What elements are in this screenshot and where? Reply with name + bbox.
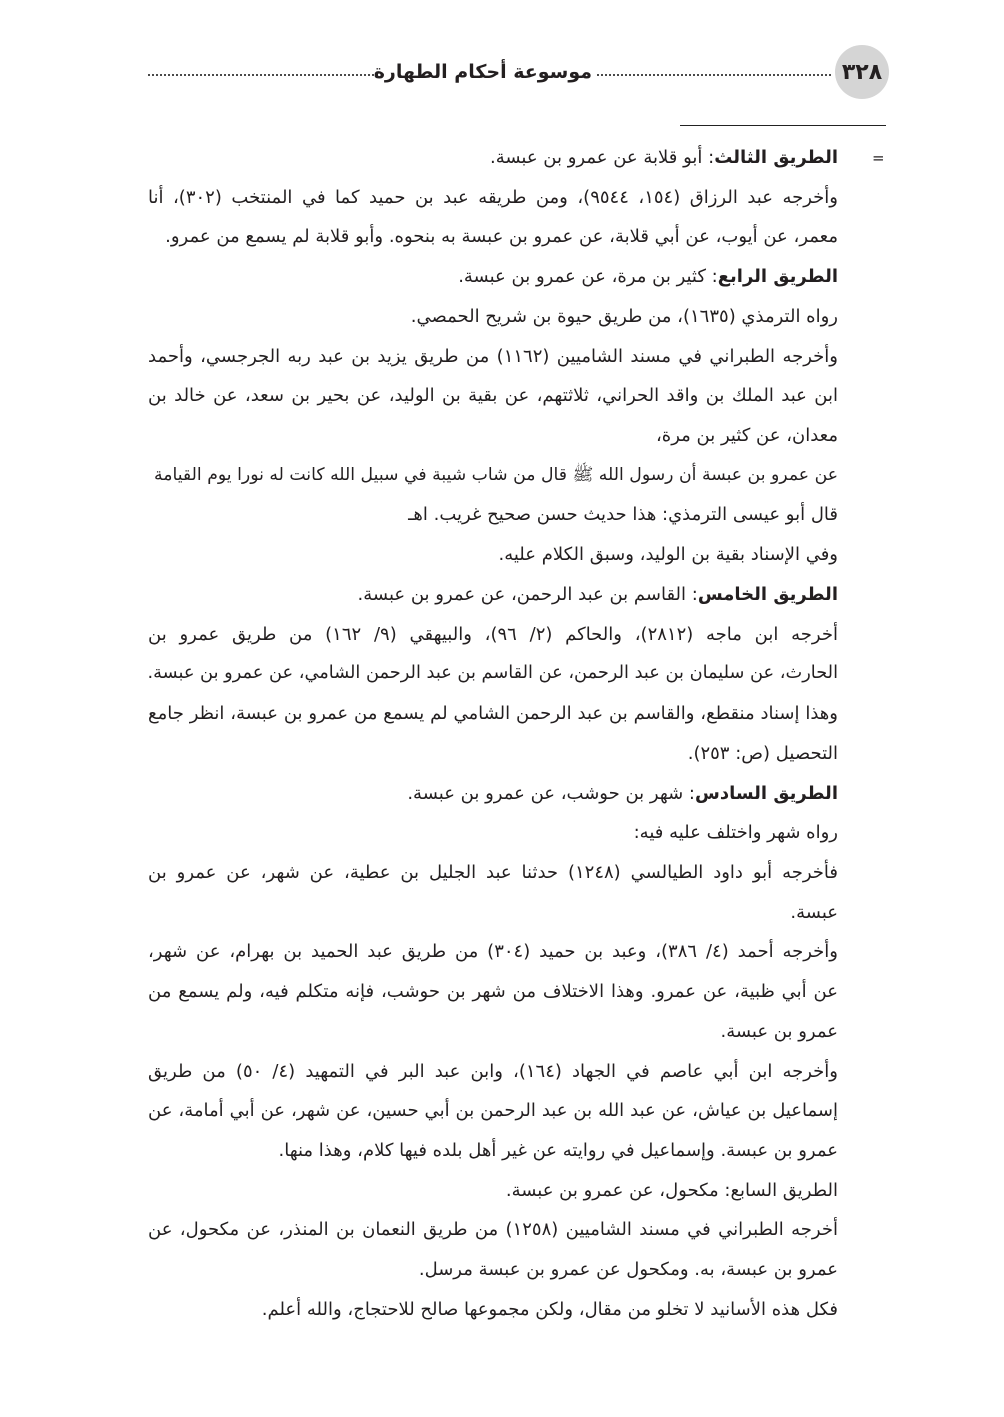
continuation-mark: = bbox=[872, 149, 885, 167]
text-line: الطريق الرابع: كثير بن مرة، عن عمرو بن عبسة. bbox=[458, 266, 838, 288]
text-line: معدان، عن كثير بن مرة، bbox=[655, 425, 838, 447]
header-dot-leader-right bbox=[597, 74, 831, 76]
text-line: الطريق السادس: شهر بن حوشب، عن عمرو بن عبسة. bbox=[407, 782, 838, 804]
text-line: رواه الترمذي (١٦٣٥)، من طريق حيوة بن شريح الحمصي. bbox=[410, 305, 838, 327]
text-line: الطريق السابع: مكحول، عن عمرو بن عبسة. bbox=[505, 1179, 838, 1201]
text-line: أخرجه ابن ماجه (٢٨١٢)، والحاكم (٢/ ٩٦)، والبيهقي (٩/ ١٦٢) من طريق عمرو بن bbox=[148, 623, 838, 645]
page-number bbox=[835, 45, 889, 99]
footnote-separator-rule bbox=[680, 125, 886, 126]
text-line: الحارث، عن سليمان بن عبد الرحمن، عن القاسم بن عبد الرحمن الشامي، عن عمرو بن عبسة. bbox=[147, 663, 838, 684]
text-line: التحصيل (ص: ٢٥٣). bbox=[687, 742, 838, 764]
text-line: فأخرجه أبو داود الطيالسي (١٢٤٨) حدثنا عبد الجليل بن عطية، عن شهر، عن عمرو بن bbox=[148, 861, 838, 883]
text-line: وأخرجه الطبراني في مسند الشاميين (١١٦٢) من طريق يزيد بن عبد ربه الجرجسي، وأحمد bbox=[148, 345, 838, 367]
text-line: قال أبو عيسى الترمذي: هذا حديث حسن صحيح غريب. اهـ bbox=[408, 504, 838, 526]
section-label: الطريق الرابع bbox=[717, 266, 838, 288]
section-label: الطريق السادس bbox=[695, 782, 838, 804]
text-line: الطريق الثالث: أبو قلابة عن عمرو بن عبسة. bbox=[489, 147, 838, 168]
text-line: وأخرجه أحمد (٤/ ٣٨٦)، وعبد بن حميد (٣٠٤) من طريق عبد الحميد بن بهرام، عن شهر، bbox=[148, 941, 838, 963]
text-line: فكل هذه الأسانيد لا تخلو من مقال، ولكن مجموعها صالح للاحتجاج، والله أعلم. bbox=[261, 1298, 838, 1320]
section-label: الطريق الخامس bbox=[697, 583, 838, 605]
text-line: معمر، عن أيوب، عن أبي قلابة، عن عمرو بن عبسة به بنحوه. وأبو قلابة لم يسمع من عمرو. bbox=[165, 226, 838, 248]
header-dot-leader-left bbox=[148, 74, 374, 76]
section-label: الطريق الثالث bbox=[714, 147, 838, 168]
text-line: أخرجه الطبراني في مسند الشاميين (١٢٥٨) من طريق النعمان بن المنذر، عن مكحول، عن bbox=[148, 1219, 838, 1241]
text-line: الطريق الخامس: القاسم بن عبد الرحمن، عن عمرو بن عبسة. bbox=[357, 583, 838, 605]
text-line: وأخرجه ابن أبي عاصم في الجهاد (١٦٤)، وابن عبد البر في التمهيد (٤/ ٥٠) من طريق bbox=[148, 1060, 838, 1082]
page-number-text: ٣٢٨ bbox=[841, 59, 883, 85]
text-line: عمرو بن عبسة. bbox=[720, 1020, 838, 1042]
running-header-title: موسوعة أحكام الطهارة bbox=[373, 61, 592, 83]
text-line: عن أبي ظبية، عن عمرو. وهذا الاختلاف من شهر بن حوشب، فإنه متكلم فيه، ولم يسمع من bbox=[148, 981, 838, 1003]
text-line: إسماعيل بن عياش، عن عبد الله بن عبد الرحمن بن أبي حسين، عن شهر، عن أبي أمامة، عن bbox=[148, 1100, 838, 1122]
text-line: وهذا إسناد منقطع، والقاسم بن عبد الرحمن الشامي لم يسمع من عمرو بن عبسة، انظر جامع bbox=[148, 703, 838, 725]
text-line: عمرو بن عبسة، به. ومكحول عن عمرو بن عبسة مرسل. bbox=[418, 1259, 838, 1281]
text-line: ابن عبد الملك بن واقد الحراني، ثلاثتهم، عن بقية بن الوليد، عن بحير بن سعد، عن خالد بن bbox=[148, 385, 838, 407]
text-line: وأخرجه عبد الرزاق (١٥٤، ٩٥٤٤)، ومن طريقه عبد بن حميد كما في المنتخب (٣٠٢)، أنا bbox=[148, 186, 838, 208]
body-text bbox=[148, 138, 838, 1330]
text-line: رواه شهر واختلف عليه فيه: bbox=[633, 822, 838, 844]
text-line: عمرو بن عبسة. وإسماعيل في روايته عن غير أهل بلده فيها كلام، وهذا منها. bbox=[278, 1139, 838, 1161]
text-line: عن عمرو بن عبسة أن رسول الله ﷺ قال من شاب شيبة في سبيل الله كانت له نورا يوم القيامة bbox=[153, 464, 838, 485]
text-line: وفي الإسناد بقية بن الوليد، وسبق الكلام عليه. bbox=[498, 544, 838, 566]
text-line: عبسة. bbox=[790, 901, 838, 923]
